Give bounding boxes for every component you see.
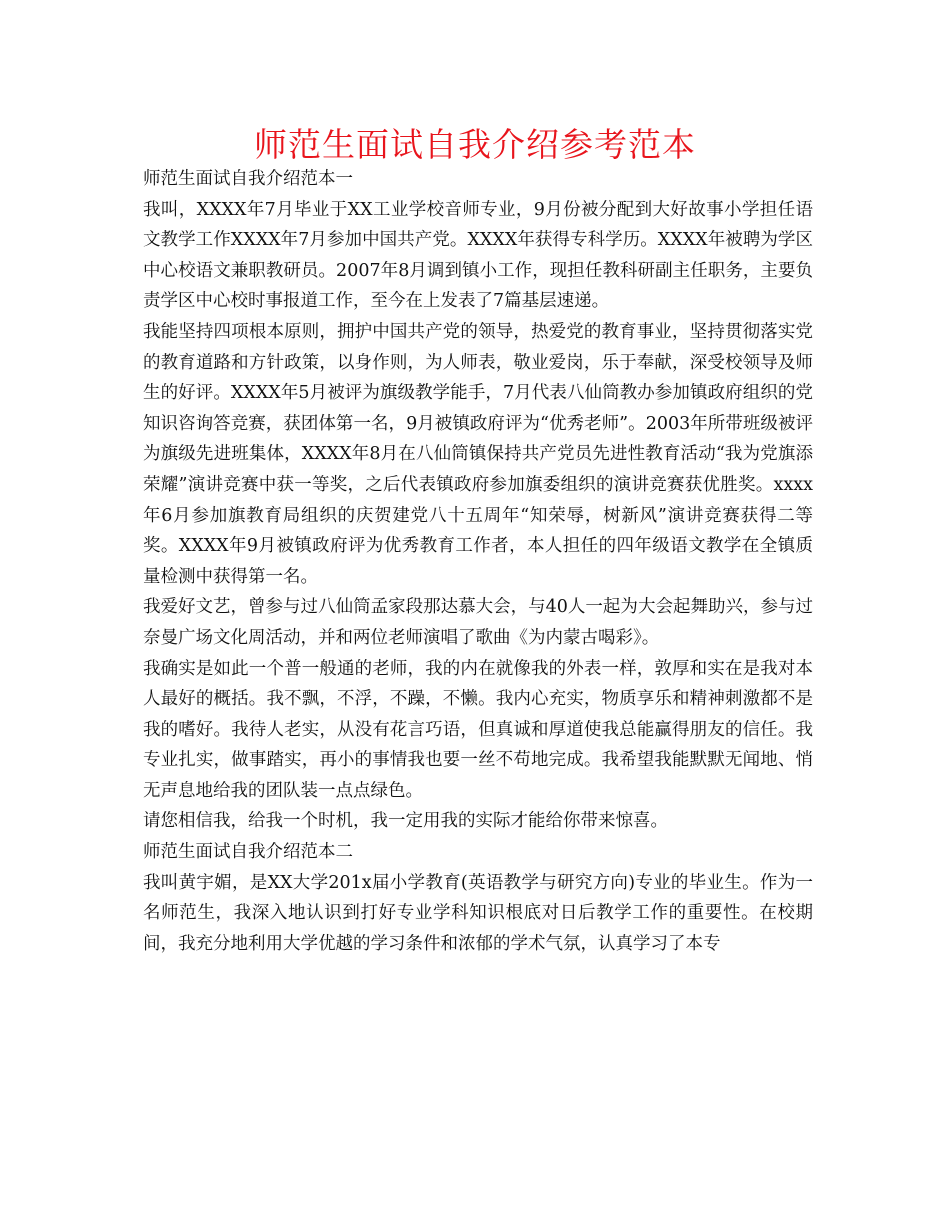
- document-title: 师范生面试自我介绍参考范本: [254, 125, 696, 164]
- document-body: [143, 164, 813, 959]
- paragraph: 我叫，XXXX年7月毕业于XX工业学校音师专业，9月份被分配到大好故事小学担任语文教学工作XXXX年7月参加中国共产党。XXXX年获得专科学历。XXXX年被聘为学区中心校语文兼职教研员。2007年8月调到镇小工作，现担任教科研副主任职务，主要负责学区中心校时事报道工作，至今在上发表了7篇基层速递。: [143, 199, 813, 312]
- paragraph: 请您相信我，给我一个时机，我一定用我的实际才能给你带来惊喜。: [143, 811, 668, 832]
- paragraph: 我爱好文艺，曾参与过八仙筒孟家段那达慕大会，与40人一起为大会起舞助兴，参与过奈曼广场文化周活动，并和两位老师演唱了歌曲《为内蒙古喝彩》。: [143, 597, 813, 648]
- paragraph: 我确实是如此一个普一般通的老师，我的内在就像我的外表一样，敦厚和实在是我对本人最好的概括。我不飘，不浮，不躁，不懒。我内心充实，物质享乐和精神刺激都不是我的嗜好。我待人老实，从没有花言巧语，但真诚和厚道使我总能赢得朋友的信任。我专业扎实，做事踏实，再小的事情我也要一丝不苟地完成。我希望我能默默无闻地、悄无声息地给我的团队装一点点绿色。: [143, 658, 813, 801]
- paragraph: 我叫黄宇媚，是XX大学201x届小学教育(英语教学与研究方向)专业的毕业生。作为一名师范生，我深入地认识到打好专业学科知识根底对日后教学工作的重要性。在校期间，我充分地利用大学优越的学习条件和浓郁的学术气氛，认真学习了本专: [143, 872, 813, 954]
- section-heading-2: 师范生面试自我介绍范本二: [143, 842, 353, 863]
- paragraph: 我能坚持四项根本原则，拥护中国共产党的领导，热爱党的教育事业，坚持贯彻落实党的教育道路和方针政策，以身作则，为人师表，敬业爱岗，乐于奉献，深受校领导及师生的好评。XXXX年5月被评为旗级教学能手，7月代表八仙筒教办参加镇政府组织的党知识咨询答竞赛，获团体第一名，9月被镇政府评为“优秀老师”。2003年所带班级被评为旗级先进班集体，XXXX年8月在八仙筒镇保持共产党员先进性教育活动“我为党旗添荣耀”演讲竞赛中获一等奖，之后代表镇政府参加旗委组织的演讲竞赛获优胜奖。xxxx年6月参加旗教育局组织的庆贺建党八十五周年“知荣辱，树新风”演讲竞赛获得二等奖。XXXX年9月被镇政府评为优秀教育工作者，本人担任的四年级语文教学在全镇质量检测中获得第一名。: [143, 321, 813, 587]
- section-heading-1: 师范生面试自我介绍范本一: [143, 169, 353, 189]
